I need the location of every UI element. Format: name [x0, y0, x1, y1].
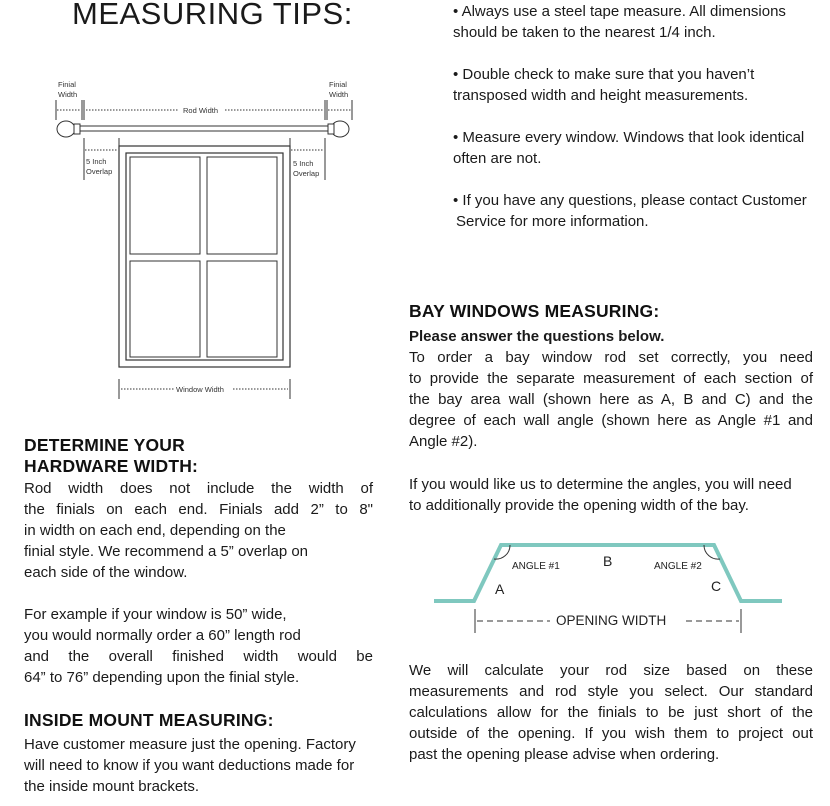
- overlap-left-line2: Overlap: [86, 167, 113, 176]
- tip-4: [453, 190, 807, 232]
- text-line: each side of the window.: [24, 564, 188, 581]
- text-line: finial style. We recommend a 5” overlap on: [24, 543, 309, 560]
- text-line: past the opening please advise when ordering.: [409, 746, 720, 763]
- text-line: should be taken to the nearest 1/4 inch.: [453, 24, 716, 41]
- text-line: 64” to 76” depending upon the finial style.: [24, 669, 300, 686]
- text-line: • Always use a steel tape measure. All dimensions: [453, 3, 786, 20]
- text-line: • If you have any questions, please contact Customer: [453, 192, 807, 209]
- inside-mount-heading: INSIDE MOUNT MEASURING:: [24, 710, 274, 730]
- text-line: For example if your window is 50” wide,: [24, 606, 287, 623]
- section-a-label: A: [495, 581, 505, 597]
- window-rod-diagram: [40, 70, 370, 405]
- angle-1-label: ANGLE #1: [512, 561, 560, 572]
- tip-1: [453, 1, 786, 43]
- text-line: in width on each end, depending on the: [24, 522, 286, 539]
- finial-width-right-line2: Width: [329, 90, 349, 99]
- hardware-heading-line: HARDWARE WIDTH:: [24, 456, 199, 476]
- text-line: • Double check to make sure that you haven’t: [453, 66, 755, 83]
- text-line: Rod width does not include the width of: [24, 480, 373, 497]
- bay-paragraph-1: [409, 347, 813, 452]
- text-line: calculations allow for the finials to be just short of the: [409, 704, 813, 721]
- rod-width-label: Rod Width: [183, 106, 219, 115]
- text-line: We will calculate your rod size based on these: [409, 662, 813, 679]
- finial-width-left-line1: Finial: [58, 80, 76, 89]
- hardware-paragraph-1: [24, 478, 373, 583]
- text-line: to additionally provide the opening width of the bay.: [409, 497, 749, 514]
- text-line: measurements and rod style you select. Our standard: [409, 683, 813, 700]
- tip-2: [453, 64, 754, 106]
- text-line: to provide the separate measurement of each section of: [409, 370, 813, 387]
- section-b-label: B: [603, 553, 613, 569]
- text-line: and the overall finished width would be: [24, 648, 373, 665]
- bay-paragraph-3: [409, 660, 813, 765]
- text-line: the inside mount brackets.: [24, 778, 200, 795]
- section-c-label: C: [711, 578, 722, 594]
- overlap-right-line1: 5 Inch: [293, 159, 314, 168]
- overlap-right-line2: Overlap: [293, 169, 320, 178]
- window-width-label: Window Width: [176, 385, 224, 394]
- text-line: will need to know if you want deductions made for: [24, 757, 355, 774]
- opening-width-label: OPENING WIDTH: [556, 613, 667, 628]
- text-line: the finials on each end. Finials add 2” to 8": [24, 501, 373, 518]
- text-line: To order a bay window rod set correctly, you need: [409, 349, 813, 366]
- text-line: outside of the opening. If you wish them to project out: [409, 725, 813, 742]
- hardware-heading: [24, 435, 324, 477]
- page-title: MEASURING TIPS:: [72, 0, 353, 31]
- tip-3: [453, 127, 804, 169]
- text-line: transposed width and height measurements.: [453, 87, 749, 104]
- text-line: Have customer measure just the opening. Factory: [24, 736, 356, 753]
- text-line: • Measure every window. Windows that look identical: [453, 129, 805, 146]
- inside-mount-paragraph: [24, 734, 384, 797]
- overlap-left-line1: 5 Inch: [86, 157, 107, 166]
- text-line: Service for more information.: [456, 213, 649, 230]
- text-line: If you would like us to determine the angles, you will need: [409, 476, 792, 493]
- text-line: you would normally order a 60” length rod: [24, 627, 301, 644]
- bay-paragraph-2: [409, 474, 819, 516]
- text-line: often are not.: [453, 150, 542, 167]
- angle-2-label: ANGLE #2: [654, 561, 702, 572]
- finial-width-left-line2: Width: [58, 90, 78, 99]
- text-line: Angle #2).: [409, 433, 478, 450]
- text-line: degree of each wall angle (shown here as Angle #1 and: [409, 412, 813, 429]
- text-line: the bay area wall (shown here as A, B and C) and the: [409, 391, 813, 408]
- bay-heading: BAY WINDOWS MEASURING:: [409, 301, 660, 321]
- bay-subheading: Please answer the questions below.: [409, 328, 665, 345]
- hardware-paragraph-2: [24, 604, 373, 688]
- finial-width-right-line1: Finial: [329, 80, 347, 89]
- hardware-heading-line: DETERMINE YOUR: [24, 435, 185, 455]
- bay-window-diagram: [430, 535, 790, 635]
